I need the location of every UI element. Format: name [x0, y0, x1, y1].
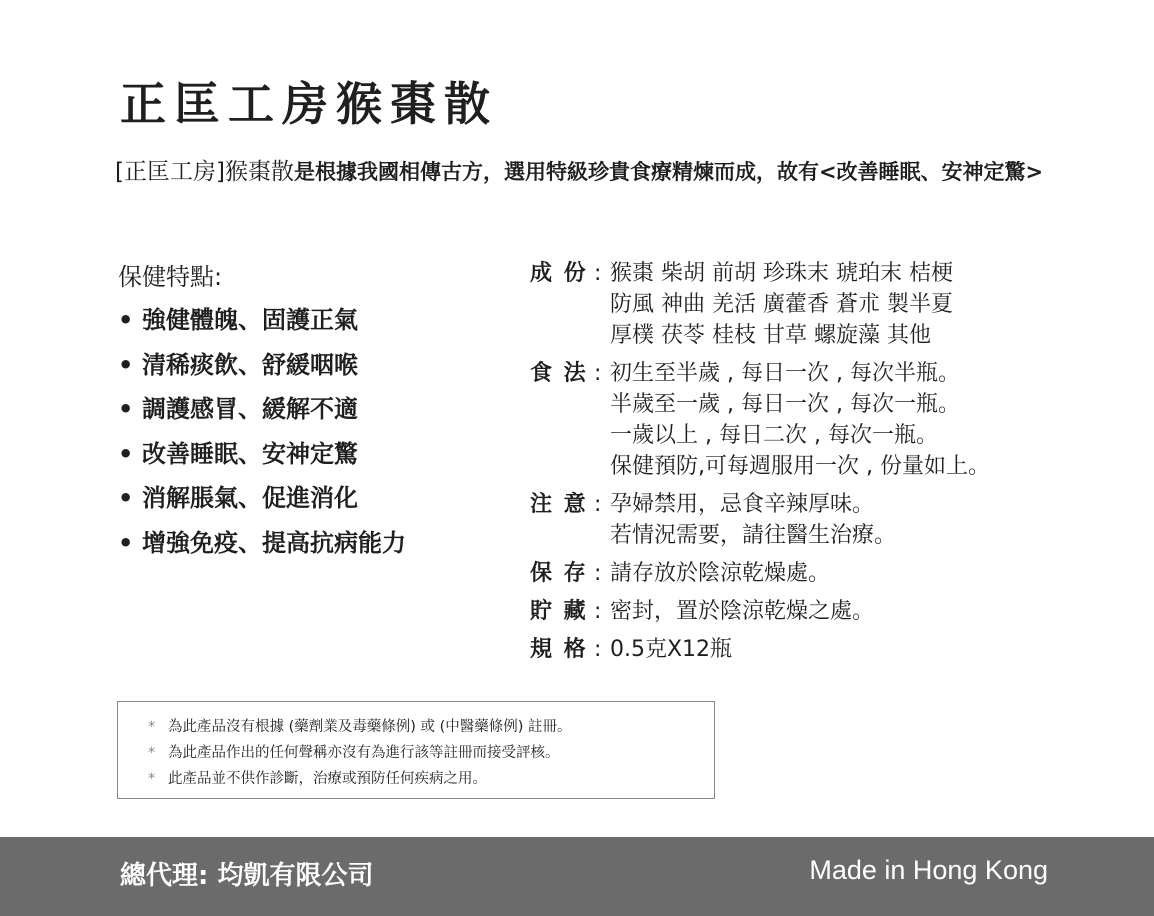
- bullet-icon: •: [118, 395, 134, 423]
- spec-label: 成 份: [530, 261, 588, 286]
- spec-label: 貯 藏: [530, 599, 588, 624]
- spec-value: [610, 489, 1090, 551]
- asterisk-icon: *: [148, 745, 156, 761]
- spec-value: [610, 258, 1090, 351]
- spec-line: 厚樸 茯苓 桂枝 甘草 螺旋藻 其他: [610, 323, 931, 348]
- list-item: [118, 432, 406, 477]
- bullet-icon: •: [118, 528, 134, 557]
- notice-text: 為此產品沒有根據 (藥劑業及毒藥條例) 或 (中醫藥條例) 註冊。: [168, 719, 572, 735]
- features-heading: 保健特點:: [118, 263, 223, 291]
- spec-preservation: [530, 596, 1090, 627]
- spec-colon: :: [594, 261, 602, 286]
- spec-colon: :: [594, 561, 602, 586]
- list-item: [148, 714, 714, 740]
- intro-lead: [正匡工房]猴棗散: [115, 159, 294, 185]
- spec-value: [610, 634, 1090, 665]
- spec-colon: :: [594, 492, 602, 517]
- spec-colon: :: [594, 361, 602, 386]
- spec-value: [610, 558, 1090, 589]
- notice-text: 此產品並不供作診斷，治療或預防任何疾病之用。: [168, 771, 487, 787]
- spec-size: [530, 634, 1090, 665]
- notice-text: 為此產品作出的任何聲稱亦沒有為進行該等註冊而接受評核。: [168, 745, 560, 761]
- spec-line: 請存放於陰涼乾燥處。: [610, 561, 831, 586]
- asterisk-icon: *: [148, 719, 156, 735]
- spec-storage: [530, 558, 1090, 589]
- feature-text: 消解脹氣、促進消化: [142, 484, 358, 512]
- spec-line: 密封，置於陰涼乾燥之處。: [610, 599, 875, 624]
- footer-bar: [0, 837, 1154, 916]
- spec-colon: :: [594, 599, 602, 624]
- spec-ingredients: [530, 258, 1090, 351]
- spec-line: 一歲以上 , 每日二次 , 每次一瓶。: [610, 423, 938, 448]
- list-item: [118, 387, 406, 432]
- list-item: [118, 298, 406, 343]
- spec-colon: :: [594, 637, 602, 662]
- spec-caution: [530, 489, 1090, 551]
- list-item: [118, 476, 406, 521]
- spec-line: 初生至半歲 , 每日一次 , 每次半瓶。: [610, 361, 960, 386]
- page-title: 正匡工房猴棗散: [120, 77, 498, 131]
- distributor-label: 總代理: 均凱有限公司: [120, 861, 374, 891]
- spec-value: [610, 596, 1090, 627]
- feature-text: 清稀痰飲、舒緩咽喉: [142, 350, 358, 379]
- spec-label: 保 存: [530, 561, 588, 586]
- intro-paragraph: [115, 154, 1050, 190]
- bullet-icon: •: [118, 484, 134, 512]
- list-item: [148, 740, 714, 766]
- spec-value: [610, 358, 1090, 482]
- list-item: [148, 766, 714, 792]
- spec-line: 防風 神曲 羌活 廣藿香 蒼朮 製半夏: [610, 292, 953, 317]
- spec-line: 保健預防,可每週服用一次 , 份量如上。: [610, 454, 990, 479]
- spec-line: 孕婦禁用，忌食辛辣厚味。: [610, 492, 875, 517]
- bullet-icon: •: [118, 439, 134, 468]
- spec-line: 猴棗 柴胡 前胡 珍珠末 琥珀末 桔梗: [610, 261, 953, 286]
- spec-line: 0.5克X12瓶: [610, 637, 733, 662]
- bullet-icon: •: [118, 306, 134, 334]
- spec-label: 規 格: [530, 637, 588, 662]
- feature-text: 增強免疫、提高抗病能力: [142, 528, 406, 557]
- feature-text: 調護感冒、緩解不適: [142, 395, 358, 423]
- spec-dosage: [530, 358, 1090, 482]
- spec-line: 若情況需要，請往醫生治療。: [610, 523, 897, 548]
- spec-label: 食 法: [530, 361, 588, 386]
- features-list: [118, 298, 406, 565]
- list-item: [118, 343, 406, 388]
- feature-text: 改善睡眠、安神定驚: [142, 439, 358, 468]
- spec-label: 注 意: [530, 492, 588, 517]
- spec-line: 半歲至一歲 , 每日一次 , 每次一瓶。: [610, 392, 960, 417]
- made-in-label: Made in Hong Kong: [809, 855, 1048, 885]
- intro-body: 是根據我國相傳古方，選用特級珍貴食療精煉而成，故有<改善睡眠、安神定驚>: [293, 160, 1044, 184]
- product-specs: [530, 258, 1090, 669]
- regulatory-notice-box: [117, 701, 715, 799]
- bullet-icon: •: [118, 350, 134, 379]
- asterisk-icon: *: [148, 771, 156, 787]
- list-item: [118, 521, 406, 566]
- feature-text: 強健體魄、固護正氣: [142, 306, 358, 334]
- health-features: [118, 257, 406, 565]
